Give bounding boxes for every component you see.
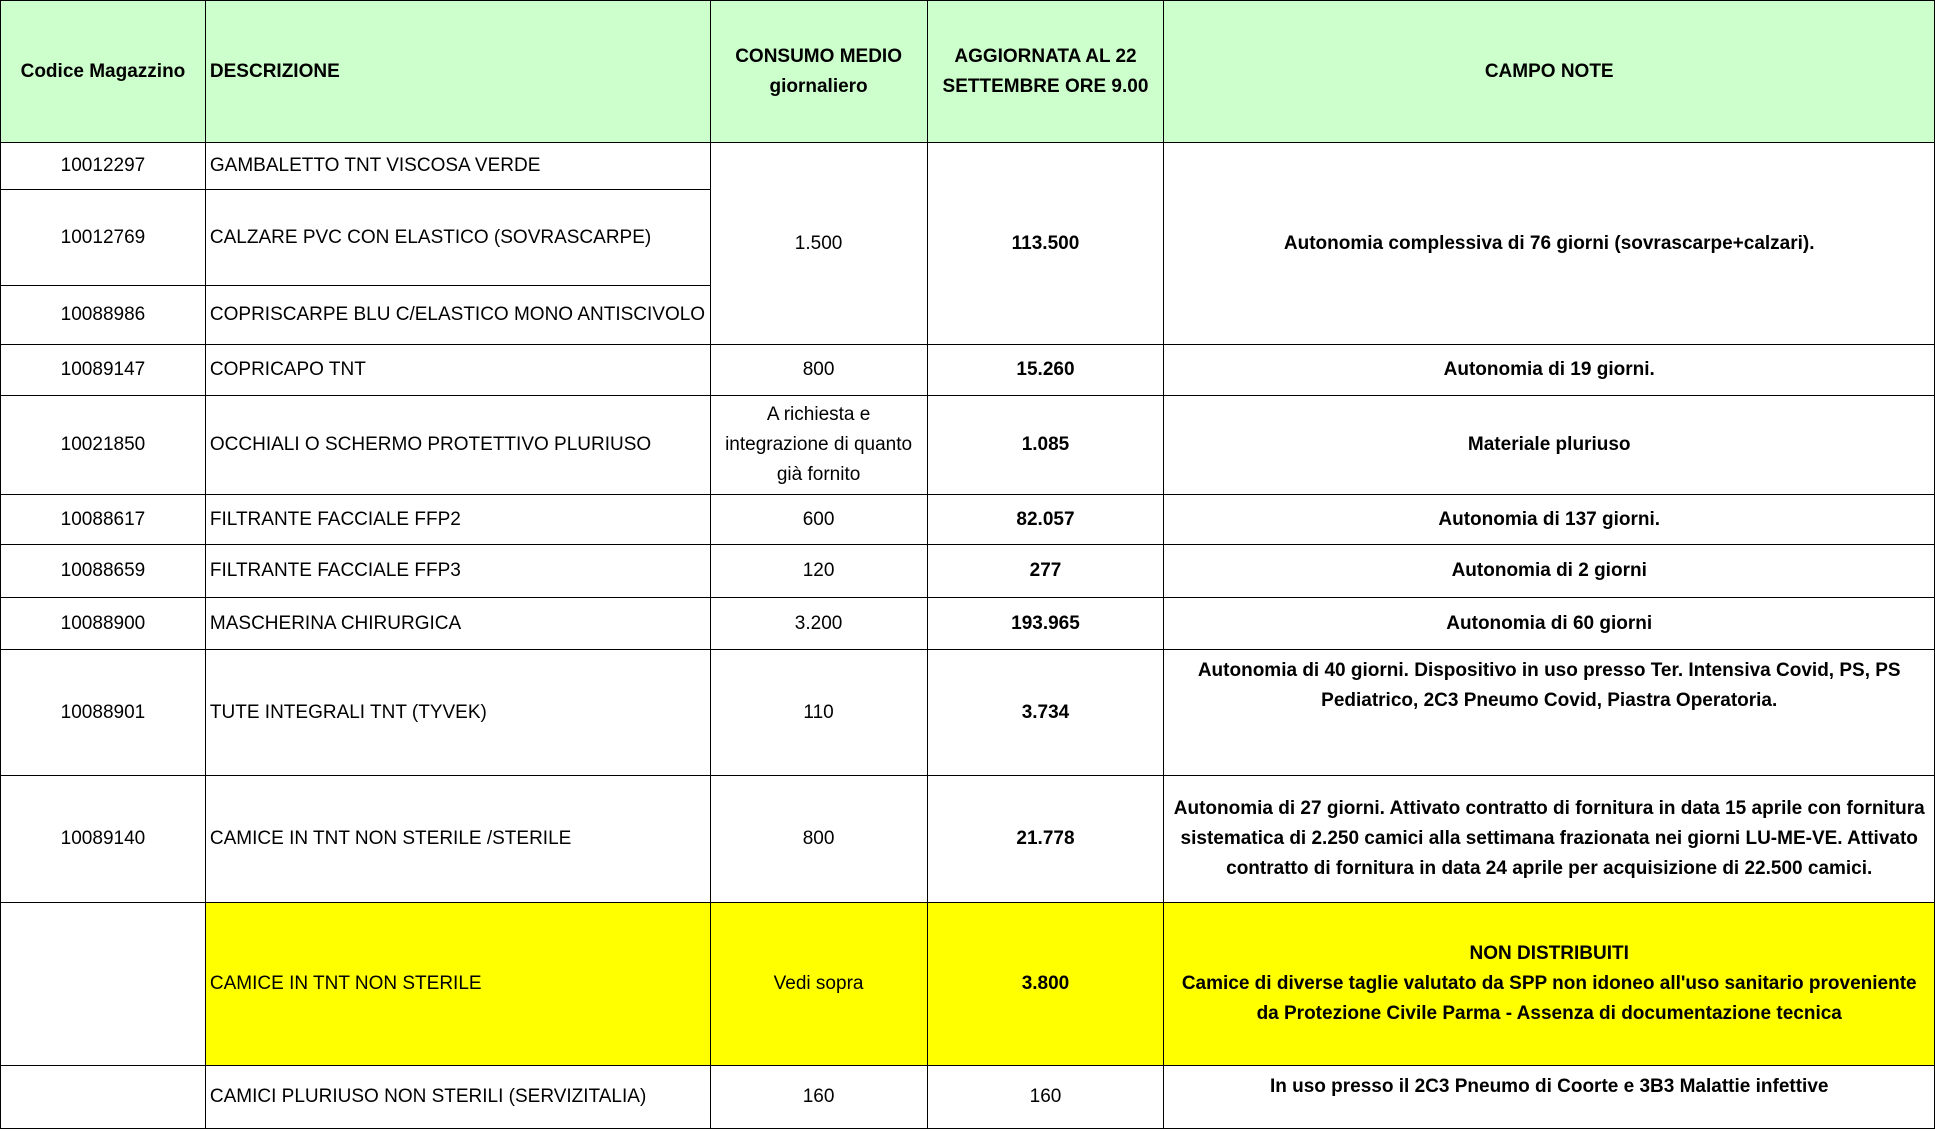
notes-text: Camice di diverse taglie valutato da SPP non idoneo all'uso sanitario proveniente da Protezione Civile Parma - Assenza di documentazione tecnica [1181,973,1917,1024]
cell-stock: 1.085 [927,396,1164,495]
cell-code: 10088986 [1,286,206,345]
cell-code: 10088901 [1,650,206,776]
cell-notes: Autonomia di 19 giorni. [1164,345,1935,396]
header-row [1,1,1935,143]
cell-stock: 277 [927,545,1164,598]
cell-stock: 21.778 [927,776,1164,903]
cell-notes: Autonomia di 2 giorni [1164,545,1935,598]
cell-description: OCCHIALI O SCHERMO PROTETTIVO PLURIUSO [205,396,710,495]
cell-consumption: A richiesta e integrazione di quanto già fornito [710,396,927,495]
cell-notes: Autonomia di 60 giorni [1164,598,1935,650]
table-row [1,650,1935,776]
cell-code: 10012769 [1,190,206,286]
cell-consumption: 110 [710,650,927,776]
cell-code: 10088617 [1,495,206,545]
cell-consumption: 160 [710,1066,927,1129]
cell-description: CAMICE IN TNT NON STERILE [205,903,710,1066]
cell-code: 10021850 [1,396,206,495]
cell-description: CALZARE PVC CON ELASTICO (SOVRASCARPE) [205,190,710,286]
cell-description: FILTRANTE FACCIALE FFP3 [205,545,710,598]
cell-code: 10089140 [1,776,206,903]
cell-code: 10088659 [1,545,206,598]
cell-notes: Autonomia di 27 giorni. Attivato contratto di fornitura in data 15 aprile con fornitura sistematica di 2.250 camici alla settimana frazionata nei giorni LU-ME-VE. Attivato contratto di fornitura in data 24 aprile per acquisizione di 22.500 camici. [1164,776,1935,903]
cell-description: COPRICAPO TNT [205,345,710,396]
cell-stock: 15.260 [927,345,1164,396]
cell-notes: Autonomia di 40 giorni. Dispositivo in uso presso Ter. Intensiva Covid, PS, PS Pediatrico, 2C3 Pneumo Covid, Piastra Operatoria. [1164,650,1935,776]
cell-notes: In uso presso il 2C3 Pneumo di Coorte e 3B3 Malattie infettive [1164,1066,1935,1129]
cell-code [1,1066,206,1129]
cell-description: CAMICI PLURIUSO NON STERILI (SERVIZITALIA) [205,1066,710,1129]
table-row [1,903,1935,1066]
header-consumption: CONSUMO MEDIO giornaliero [710,1,927,143]
cell-consumption: Vedi sopra [710,903,927,1066]
cell-stock: 3.734 [927,650,1164,776]
cell-stock: 3.800 [927,903,1164,1066]
cell-description: TUTE INTEGRALI TNT (TYVEK) [205,650,710,776]
table-row [1,345,1935,396]
cell-description: CAMICE IN TNT NON STERILE /STERILE [205,776,710,903]
cell-consumption: 800 [710,776,927,903]
table-row [1,776,1935,903]
table-row [1,1066,1935,1129]
notes-title: NON DISTRIBUITI [1469,943,1629,964]
table-row [1,143,1935,190]
header-stock: AGGIORNATA AL 22 SETTEMBRE ORE 9.00 [927,1,1164,143]
cell-description: MASCHERINA CHIRURGICA [205,598,710,650]
cell-notes: Autonomia complessiva di 76 giorni (sovrascarpe+calzari). [1164,143,1935,345]
cell-consumption: 800 [710,345,927,396]
cell-notes: Autonomia di 137 giorni. [1164,495,1935,545]
table-row [1,545,1935,598]
cell-stock: 193.965 [927,598,1164,650]
cell-stock: 82.057 [927,495,1164,545]
cell-description: GAMBALETTO TNT VISCOSA VERDE [205,143,710,190]
header-description: DESCRIZIONE [205,1,710,143]
header-code: Codice Magazzino [1,1,206,143]
cell-notes [1164,903,1935,1066]
cell-code [1,903,206,1066]
cell-code: 10089147 [1,345,206,396]
table-row [1,495,1935,545]
cell-code: 10012297 [1,143,206,190]
cell-stock: 160 [927,1066,1164,1129]
table-row [1,396,1935,495]
cell-consumption: 1.500 [710,143,927,345]
cell-description: FILTRANTE FACCIALE FFP2 [205,495,710,545]
cell-stock: 113.500 [927,143,1164,345]
cell-consumption: 3.200 [710,598,927,650]
table-row [1,598,1935,650]
cell-code: 10088900 [1,598,206,650]
cell-consumption: 600 [710,495,927,545]
cell-description: COPRISCARPE BLU C/ELASTICO MONO ANTISCIVOLO [205,286,710,345]
cell-consumption: 120 [710,545,927,598]
header-notes: CAMPO NOTE [1164,1,1935,143]
cell-notes: Materiale pluriuso [1164,396,1935,495]
